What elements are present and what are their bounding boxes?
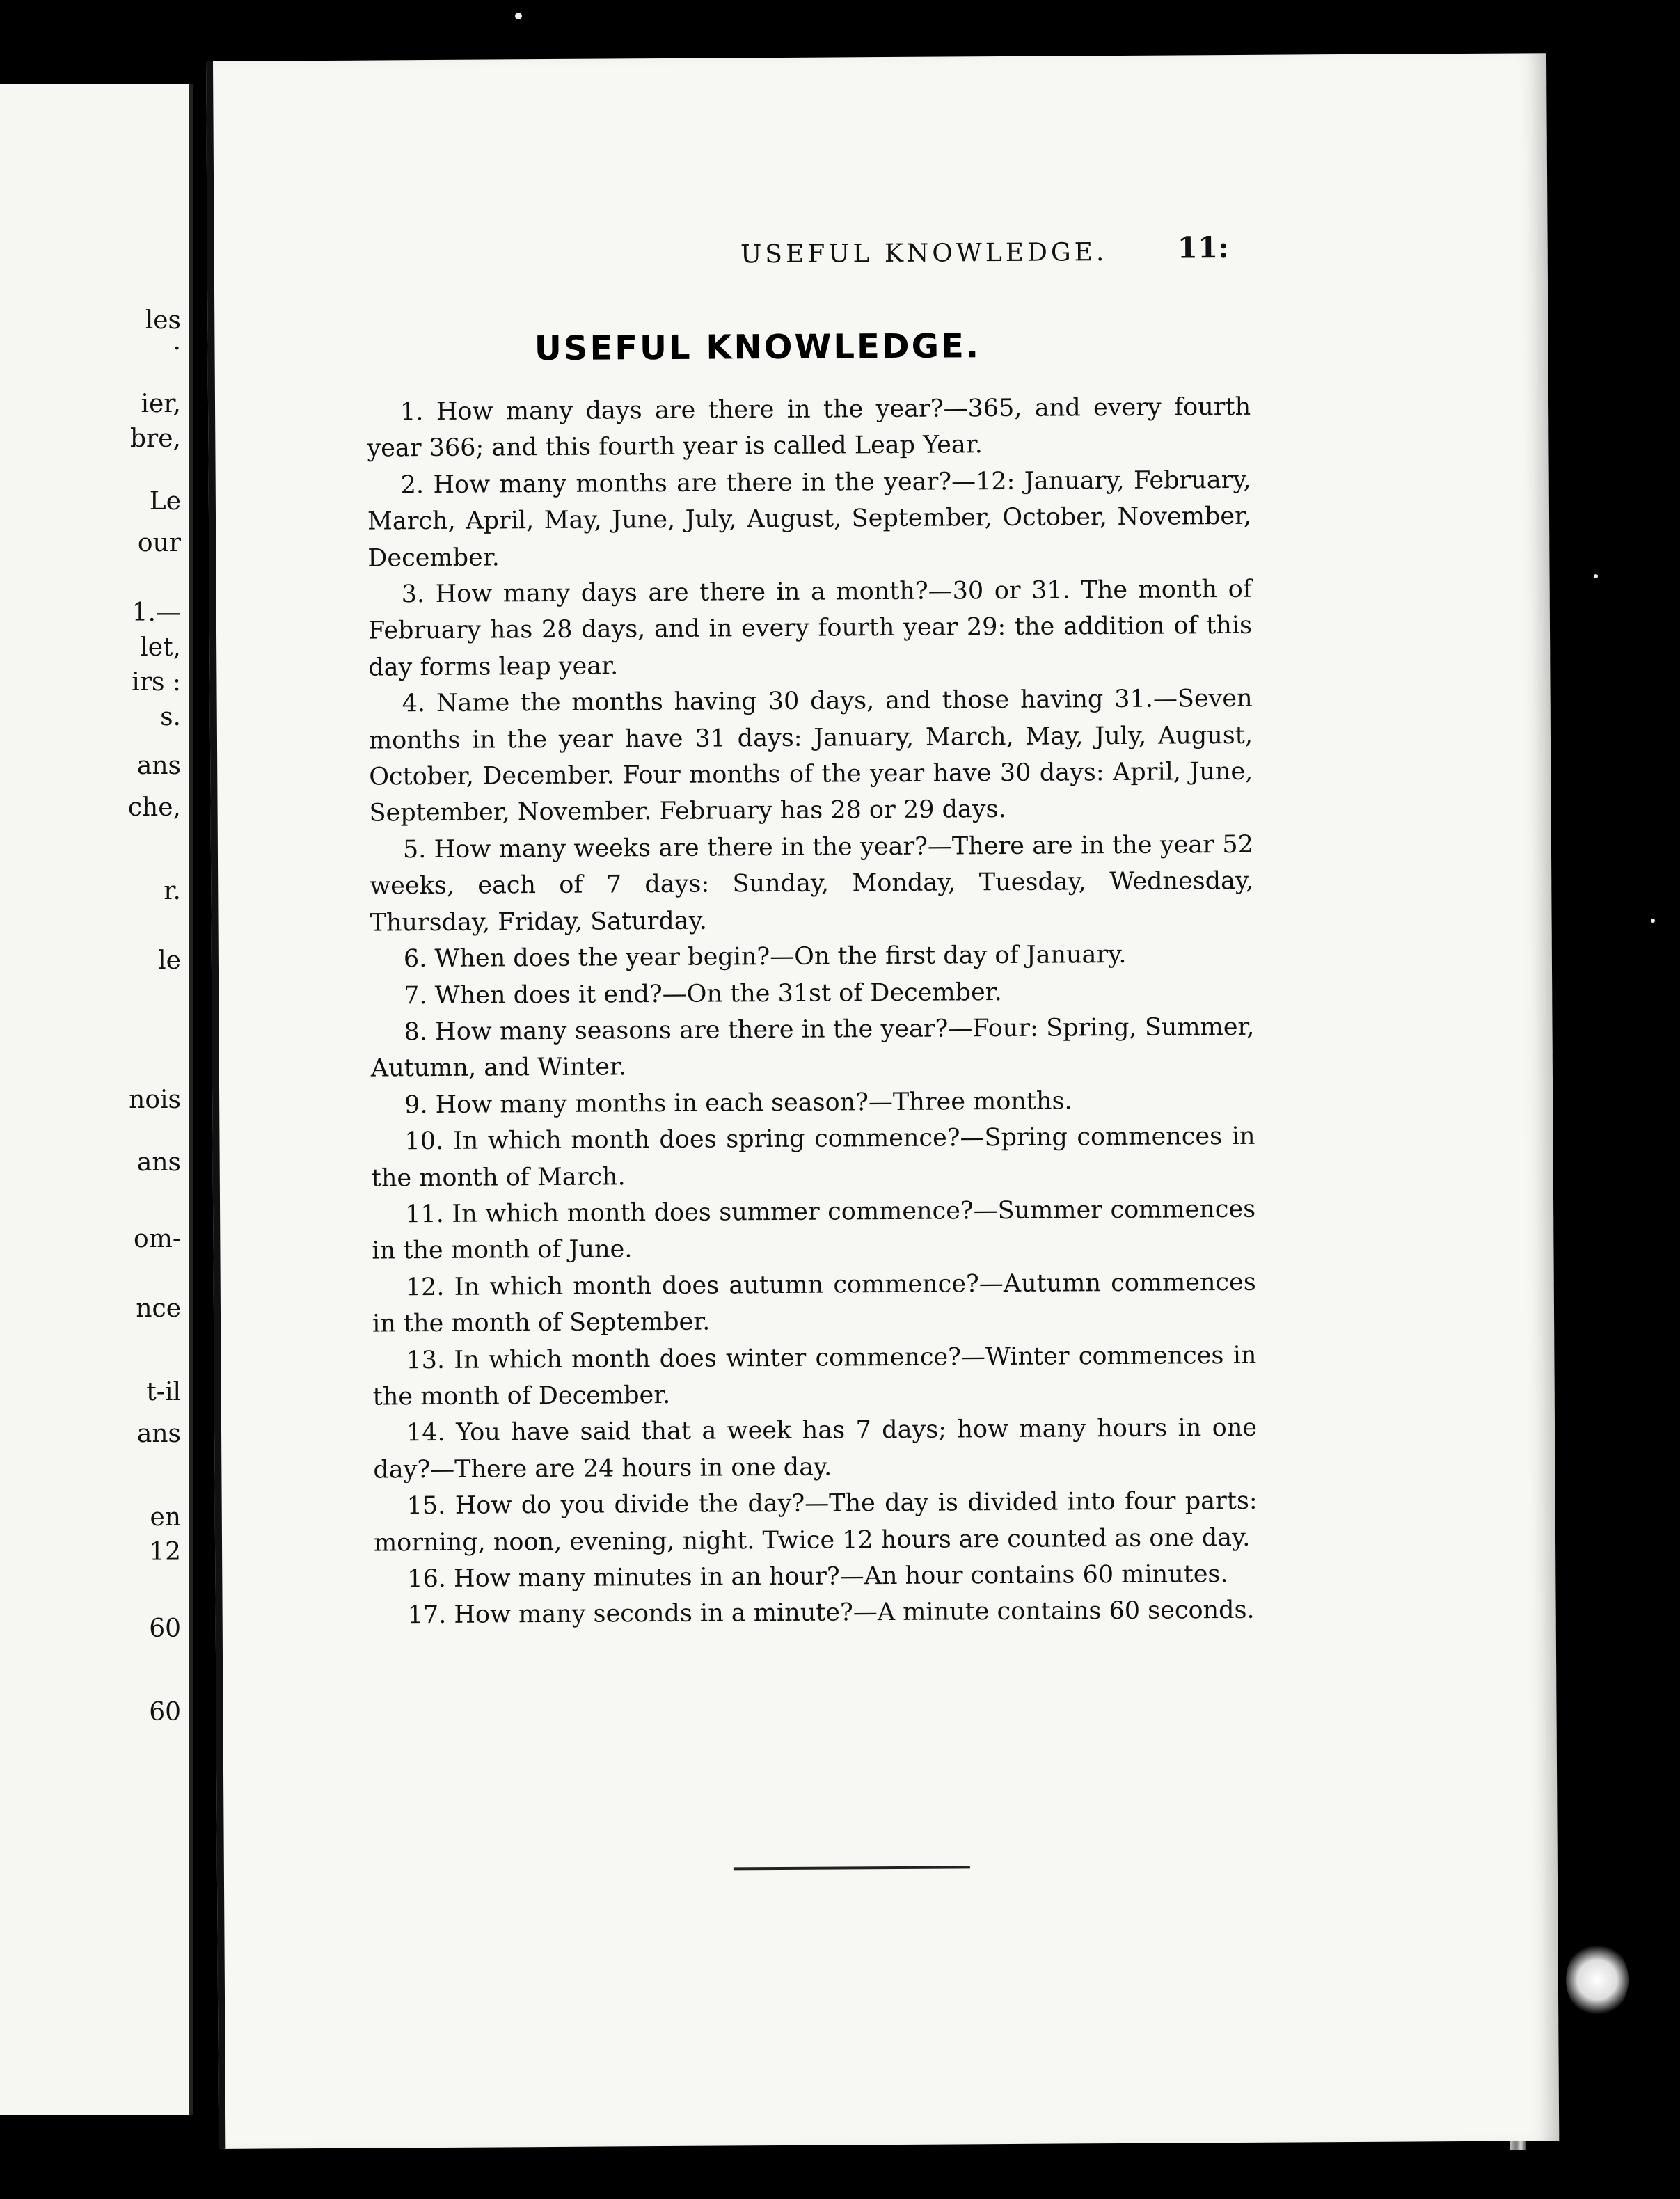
qa-item: 13. In which month does winter commence?—Winter commences in the month of December. xyxy=(372,1341,1257,1411)
dust-speck xyxy=(1594,574,1598,578)
dust-speck xyxy=(515,13,522,19)
qa-item: 4. Name the months having 30 days, and those having 31.—Seven months in the year have 31 days: January, March, May, July, August, October, December. Four months of the year have 30 days: April, June, September, November. February has 28 or 29 days. xyxy=(368,685,1253,828)
left-page-text-fragment: our xyxy=(137,529,181,557)
left-page-text-fragment: ans xyxy=(136,752,181,780)
left-page-text-fragment: nce xyxy=(136,1294,181,1323)
running-head: USEFUL KNOWLEDGE. xyxy=(740,238,1108,269)
left-page-text-fragment: s. xyxy=(160,703,181,731)
qa-item: 6. When does the year begin?—On the first day of January. xyxy=(403,941,1127,974)
left-page-text-fragment: les xyxy=(145,306,181,335)
qa-item: 17. How many seconds in a minute?—A minute contains 60 seconds. xyxy=(407,1596,1255,1630)
qa-item: 7. When does it end?—On the 31st of December. xyxy=(404,978,1002,1010)
left-page-text-fragment: 60 xyxy=(149,1698,181,1726)
right-page xyxy=(206,53,1559,2149)
left-page-text-fragment: . xyxy=(173,327,181,356)
dust-speck xyxy=(1651,919,1655,923)
qa-item: 16. How many minutes in an hour?—An hour contains 60 minutes. xyxy=(407,1560,1228,1594)
qa-list xyxy=(367,389,1258,1635)
left-page-text-fragment: Le xyxy=(149,487,181,516)
left-page-text-fragment: ans xyxy=(136,1420,181,1448)
qa-item: 5. How many weeks are there in the year?—There are in the year 52 weeks, each of 7 days: Sunday, Monday, Tuesday, Wednesday, Thursday, Friday, Saturday. xyxy=(370,830,1254,937)
left-page-text-fragment: 60 xyxy=(149,1614,181,1643)
left-page-text-fragment: 1.— xyxy=(132,598,181,627)
qa-item: 2. How many months are there in the year?—12: January, February, March, April, May, June, July, August, September, October, November, December. xyxy=(367,466,1252,573)
qa-item: 1. How many days are there in the year?—365, and every fourth year 366; and this fourth year is called Leap Year. xyxy=(367,392,1251,463)
qa-item: 8. How many seasons are there in the year?—Four: Spring, Summer, Autumn, and Winter. xyxy=(370,1013,1255,1083)
qa-item: 3. How many days are there in a month?—30 or 31. The month of February has 28 days, and in every fourth year 29: the addition of this day forms leap year. xyxy=(367,575,1253,682)
left-page-text-fragment: t-il xyxy=(146,1378,181,1406)
left-page-text-fragment: r. xyxy=(164,877,181,905)
section-title: USEFUL KNOWLEDGE. xyxy=(534,326,981,369)
left-page-text-fragment: 12 xyxy=(149,1538,181,1566)
left-page-text-fragment: bre, xyxy=(129,424,181,453)
page-number: 11: xyxy=(1177,230,1229,265)
left-page-text-fragment: nois xyxy=(129,1086,181,1114)
end-rule xyxy=(734,1866,970,1870)
qa-item: 10. In which month does spring commence?—Spring commences in the month of March. xyxy=(371,1122,1255,1193)
left-page-text-fragment: ier, xyxy=(141,390,181,418)
left-page-text-fragment: let, xyxy=(140,633,181,662)
light-flare xyxy=(1566,1942,1629,2018)
left-page-text-fragment: ans xyxy=(136,1148,181,1177)
qa-item: 14. You have said that a week has 7 days; how many hours in one day?—There are 24 hours in one day. xyxy=(373,1414,1258,1484)
qa-item: 11. In which month does summer commence?—Summer commences in the month of June. xyxy=(372,1195,1256,1265)
left-page-fragment xyxy=(0,84,193,2115)
qa-item: 9. How many months in each season?—Three months. xyxy=(404,1087,1072,1120)
left-page-text-fragment: che, xyxy=(127,793,181,822)
qa-item: 15. How do you divide the day?—The day is divided into four parts: morning, noon, evening, night. Twice 12 hours are counted as one day. xyxy=(373,1486,1258,1557)
qa-item: 12. In which month does autumn commence?—Autumn commences in the month of September. xyxy=(372,1268,1256,1338)
left-page-text-fragment: irs : xyxy=(132,668,181,697)
left-page-text-fragment: le xyxy=(158,946,181,975)
left-page-text-fragment: en xyxy=(150,1503,181,1532)
left-page-text-fragment: om- xyxy=(134,1225,181,1253)
